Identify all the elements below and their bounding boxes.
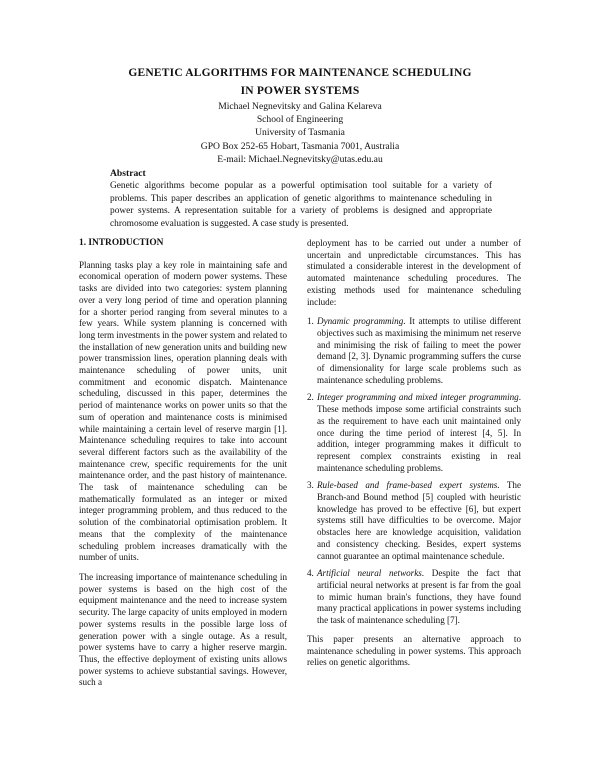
method-text: . These methods impose some artificial constraints such as the requirement to have each unit maintained only once during the time period of interest [4, 5]. In addition, integer programming makes it difficult to represent complex constraints existing in real maintenance scheduling problems. xyxy=(317,392,521,473)
list-item xyxy=(307,568,521,627)
author-school: School of Engineering xyxy=(256,114,344,126)
list-item xyxy=(307,480,521,562)
method-name: Integer programming and mixed integer programming xyxy=(317,392,519,403)
title-line-1: GENETIC ALGORITHMS FOR MAINTENANCE SCHEDULING xyxy=(128,67,472,79)
method-name: Dynamic programming xyxy=(317,316,404,327)
abstract-text: Genetic algorithms become popular as a powerful optimisation tool suitable for a variety of problems. This paper describes an application of genetic algorithms to maintenance scheduling in power systems. A representation suitable for a variety of problems is designed and appropriate chromosome evaluation is suggested. A case study is presented. xyxy=(110,181,492,229)
list-item xyxy=(307,316,521,386)
author-email: E-mail: Michael.Negnevitsky@utas.edu.au xyxy=(217,153,383,165)
right-column xyxy=(307,238,521,677)
intro-paragraph-1: Planning tasks play a key role in maintaining safe and economical operation of modern power systems. These tasks are divided into two categories: system planning over a very long period of time and operation planning for a shorter period ranging from several minutes to a few years. While system planning is concerned with long term investments in the power system and related to the installation of new generation units and building new power transmission lines, operation planning deals with maintenance scheduling of power units, unit commitment and economic dispatch. Maintenance scheduling, discussed in this paper, determines the period of maintenance works on power units so that the sum of operation and maintenance costs is minimised while maintaining a certain level of reserve margin [1]. Maintenance scheduling requires to take into account several different factors such as the availability of the maintenance crew, specific requirements for the unit maintenance order, and the past history of maintenance. The task of maintenance scheduling can be mathematically formulated as an integer or mixed integer programming problem, and thus reduced to the solution of the combinatorial optimisation problem. It means that the complexity of the maintenance scheduling problem increases dramatically with the number of units. xyxy=(79,259,287,563)
title-line-2: IN POWER SYSTEMS xyxy=(240,85,360,97)
methods-list xyxy=(307,316,521,627)
intro-paragraph-3: deployment has to be carried out under a number of uncertain and unpredictable circumstances. This has stimulated a considerable interest in the development of automated maintenance scheduling procedures. The existing methods used for maintenance scheduling include: xyxy=(307,238,521,307)
abstract-heading: Abstract xyxy=(110,168,146,179)
method-name: Artificial neural networks xyxy=(317,568,422,579)
method-name: Rule-based and frame-based expert systems xyxy=(317,480,498,491)
left-column xyxy=(79,238,287,697)
author-address: GPO Box 252-65 Hobart, Tasmania 7001, Australia xyxy=(200,140,400,152)
method-text: . It attempts to utilise different objectives such as maximising the minimum net reserve and minimising the risk of failing to meet the power demand [2, 3]. Dynamic programming suffers the curse of dimensionality for large scale problems such as maintenance scheduling problems. xyxy=(317,316,521,385)
intro-paragraph-4: This paper presents an alternative approach to maintenance scheduling in power systems. This approach relies on genetic algorithms. xyxy=(307,633,521,668)
author-university: University of Tasmania xyxy=(255,127,345,139)
section-heading-introduction: 1. INTRODUCTION xyxy=(79,238,164,248)
author-names: Michael Negnevitsky and Galina Kelareva xyxy=(218,101,382,112)
method-text: . Despite the fact that artificial neural networks at present is far from the goal to mimic human brain's functions, they have found many practical applications in power systems including the task of maintenance scheduling [7]. xyxy=(317,568,521,626)
list-item xyxy=(307,392,521,474)
list-item-number: 3. xyxy=(307,480,314,491)
list-item-number: 4. xyxy=(307,568,314,579)
list-item-number: 1. xyxy=(307,316,314,327)
paper-title xyxy=(0,64,600,100)
author-block xyxy=(0,100,600,166)
method-text: . The Branch-and Bound method [5] coupled with heuristic knowledge has proved to be effective [6], but expert systems still have difficulties to be overcome. Major obstacles here are knowledge acquisition, validation and consistency checking. Besides, expert systems cannot guarantee an optimal maintenance schedule. xyxy=(317,480,521,561)
abstract xyxy=(110,168,492,230)
intro-paragraph-2: The increasing importance of maintenance scheduling in power systems is based on the high cost of the equipment maintenance and the need to increase system security. The large capacity of units employed in modern power systems results in the possible large loss of generation power with a single outage. As a result, power systems have to carry a higher reserve margin. Thus, the effective deployment of existing units allows power systems to achieve substantial savings. However, such a xyxy=(79,571,287,688)
list-item-number: 2. xyxy=(307,392,314,403)
